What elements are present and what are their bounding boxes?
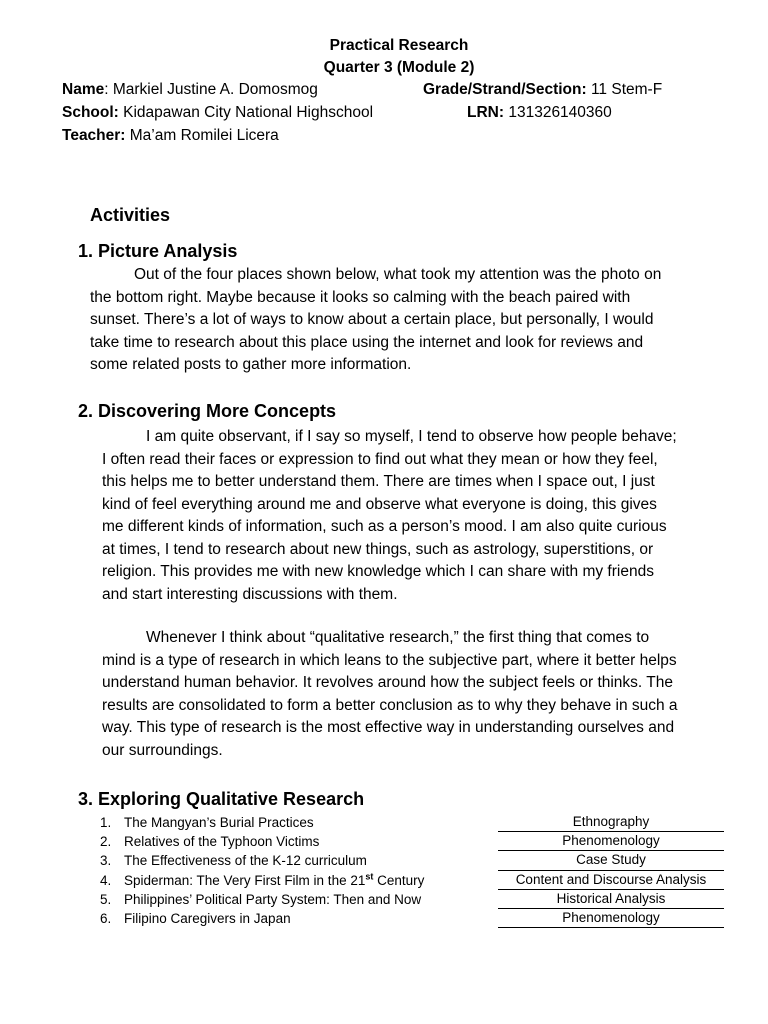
- school-label: School:: [62, 104, 119, 121]
- activities-heading: Activities: [90, 205, 171, 225]
- item-number: 6.: [100, 910, 112, 926]
- school-row: [62, 104, 373, 122]
- item-number: 1.: [100, 815, 112, 830]
- answer-line: Ethnography: [498, 813, 724, 832]
- answer-line: Content and Discourse Analysis: [498, 871, 724, 890]
- teacher-row: [62, 127, 279, 145]
- grade-strand-section-row: [423, 81, 662, 99]
- item-number: 5.: [100, 891, 112, 907]
- item-text: Spiderman: The Very First Film in the 21: [124, 872, 366, 888]
- answer-line: Phenomenology: [498, 909, 724, 928]
- student-name-row: [62, 81, 318, 99]
- item-text: Relatives of the Typhoon Victims: [124, 834, 320, 850]
- grade-label: Grade/Strand/Section:: [423, 81, 587, 98]
- lrn-label: LRN:: [467, 104, 505, 121]
- item-number: 4.: [100, 872, 112, 888]
- research-topic-list: [100, 813, 424, 928]
- list-item: [100, 909, 424, 928]
- list-item: [100, 832, 424, 851]
- list-item: [100, 851, 424, 870]
- name-value: : Markiel Justine A. Domosmog: [104, 81, 318, 98]
- lrn-value: 131326140360: [504, 104, 612, 121]
- discovering-concepts-heading: 2. Discovering More Concepts: [78, 401, 337, 421]
- picture-analysis-heading: 1. Picture Analysis: [78, 241, 238, 261]
- item-text-suffix: Century: [373, 872, 425, 888]
- exploring-qualitative-heading: 3. Exploring Qualitative Research: [78, 789, 365, 809]
- item-number: 3.: [100, 853, 112, 869]
- list-item: [100, 813, 424, 832]
- item-text: The Mangyan’s Burial Practices: [124, 815, 314, 830]
- list-item: [100, 890, 424, 909]
- teacher-value: Ma’am Romilei Licera: [125, 127, 279, 144]
- answer-line: Phenomenology: [498, 832, 724, 851]
- answer-line: Historical Analysis: [498, 890, 724, 909]
- school-value: Kidapawan City National Highschool: [118, 104, 374, 121]
- name-label: Name: [62, 81, 105, 98]
- document-title: Practical Research: [329, 37, 469, 54]
- item-text: Filipino Caregivers in Japan: [124, 910, 291, 926]
- picture-analysis-paragraph: Out of the four places shown below, what took my attention was the photo on the bottom right. Maybe because it looks so calming with the beach paired with sunset. There’s a lot of ways to know about a certain place, but personally, I would take time to research about this place using the internet and look for reviews and some related posts to gather more information.: [90, 266, 662, 373]
- document-subtitle: Quarter 3 (Module 2): [323, 59, 475, 76]
- research-type-answers: [498, 813, 724, 928]
- teacher-label: Teacher:: [62, 127, 126, 144]
- lrn-row: [467, 104, 612, 122]
- item-number: 2.: [100, 834, 112, 850]
- discovering-concepts-paragraph-2: Whenever I think about “qualitative research,” the first thing that comes to mind is a type of research in which leans to the subjective part, where it better helps understand human behavior. It revolves around how the subject feels or thinks. The results are consolidated to form a better conclusion as to why they behave in such a way. This type of research is the most effective way in understanding ourselves and our surroundings.: [102, 629, 678, 759]
- item-text: Philippines’ Political Party System: Then and Now: [124, 891, 422, 907]
- item-text: The Effectiveness of the K-12 curriculum: [124, 853, 367, 869]
- answer-line: Case Study: [498, 851, 724, 870]
- item-superscript: st: [365, 871, 374, 882]
- grade-value: 11 Stem-F: [586, 81, 663, 98]
- list-item: [100, 871, 424, 890]
- discovering-concepts-paragraph-1: I am quite observant, if I say so myself, I tend to observe how people behave; I often read their faces or expression to find out what they mean or how they feel, this helps me to better understand them. There are times when I space out, I just kind of feel everything around me and observe what everyone is doing, this gives me different kinds of information, such as a person’s mood. I am also quite curious at times, I tend to research about new things, such as astrology, superstitions, or religion. This provides me with new knowledge which I can share with my friends and start interesting discussions with them.: [102, 428, 677, 603]
